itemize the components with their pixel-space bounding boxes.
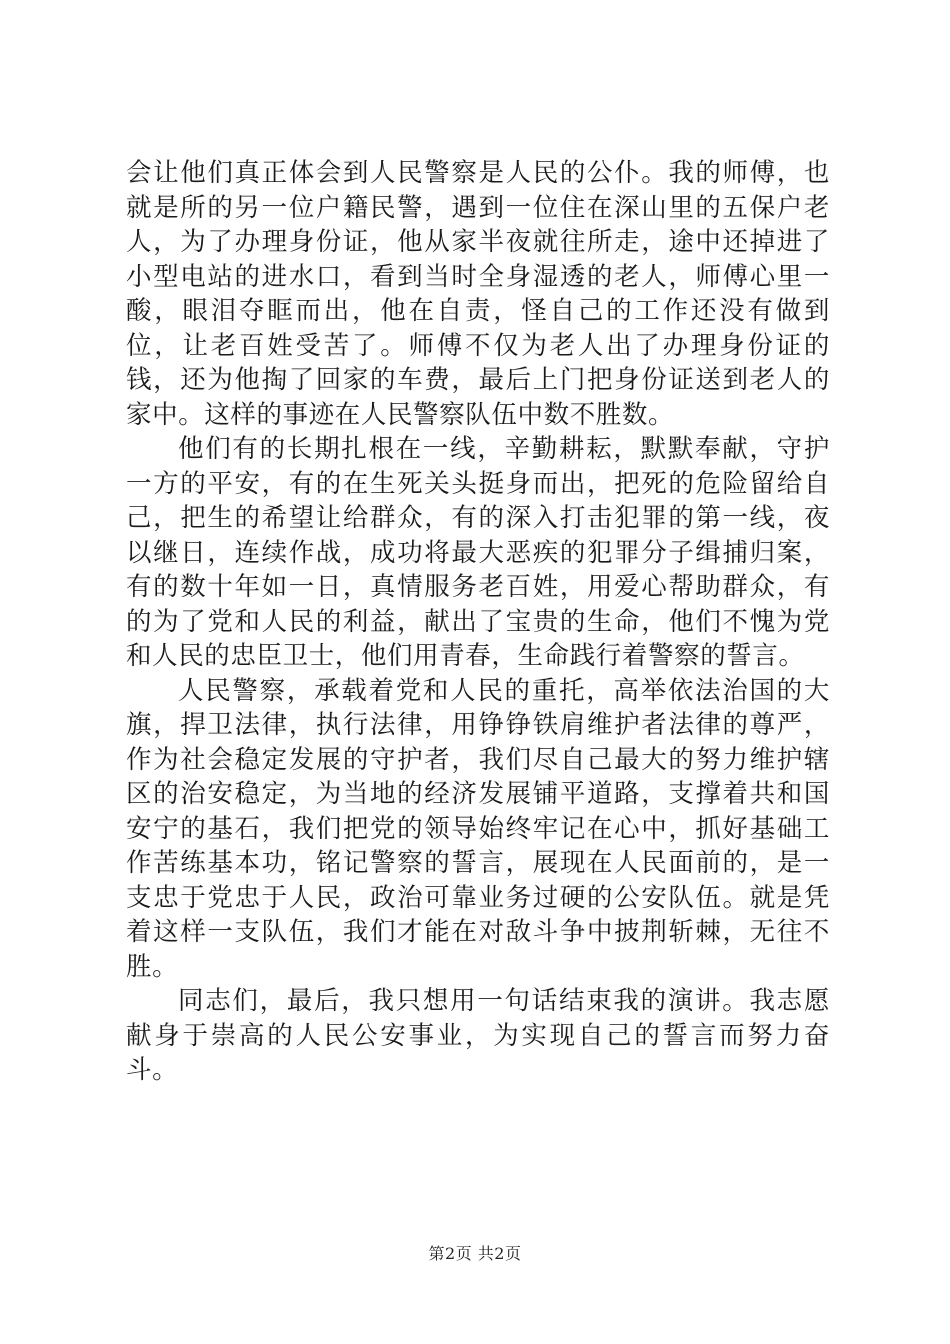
paragraph-4: 同志们，最后，我只想用一句话结束我的演讲。我志愿献身于崇高的人民公安事业，为实现自己的誓言而努力奋斗。 xyxy=(126,986,830,1085)
paragraph-1: 会让他们真正体会到人民警察是人民的公仆。我的师傅，也就是所的另一位户籍民警，遇到一位住在深山里的五保户老人，为了办理身份证，他从家半夜就往所走，途中还掉进了小型电站的进水口，看到当时全身湿透的老人，师傅心里一酸，眼泪夺眶而出，他在自责，怪自己的工作还没有做到位，让老百姓受苦了。师傅不仅为老人出了办理身份证的钱，还为他掏了回家的车费，最后上门把身份证送到老人的家中。这样的事迹在人民警察队伍中数不胜数。 xyxy=(126,158,830,430)
document-body xyxy=(126,156,830,1088)
paragraph-3: 人民警察，承载着党和人民的重托，高举依法治国的大旗，捍卫法律，执行法律，用铮铮铁肩维护者法律的尊严，作为社会稳定发展的守护者，我们尽自己最大的努力维护辖区的治安稳定，为当地的经济发展铺平道路，支撑着共和国安宁的基石，我们把党的领导始终牢记在心中，抓好基础工作苦练基本功，铭记警察的誓言，展现在人民面前的，是一支忠于党忠于人民，政治可靠业务过硬的公安队伍。就是凭着这样一支队伍，我们才能在对敌斗争中披荆斩棘，无往不胜。 xyxy=(126,675,830,982)
paragraph-2: 他们有的长期扎根在一线，辛勤耕耘，默默奉献，守护一方的平安，有的在生死关头挺身而出，把死的危险留给自己，把生的希望让给群众，有的深入打击犯罪的第一线，夜以继日，连续作战，成功将最大恶疾的犯罪分子缉捕归案，有的数十年如一日，真情服务老百姓，用爱心帮助群众，有的为了党和人民的利益，献出了宝贵的生命，他们不愧为党和人民的忠臣卫士，他们用青春，生命践行着警察的誓言。 xyxy=(126,434,830,671)
page-number-footer: 第2页 共2页 xyxy=(428,1244,522,1263)
